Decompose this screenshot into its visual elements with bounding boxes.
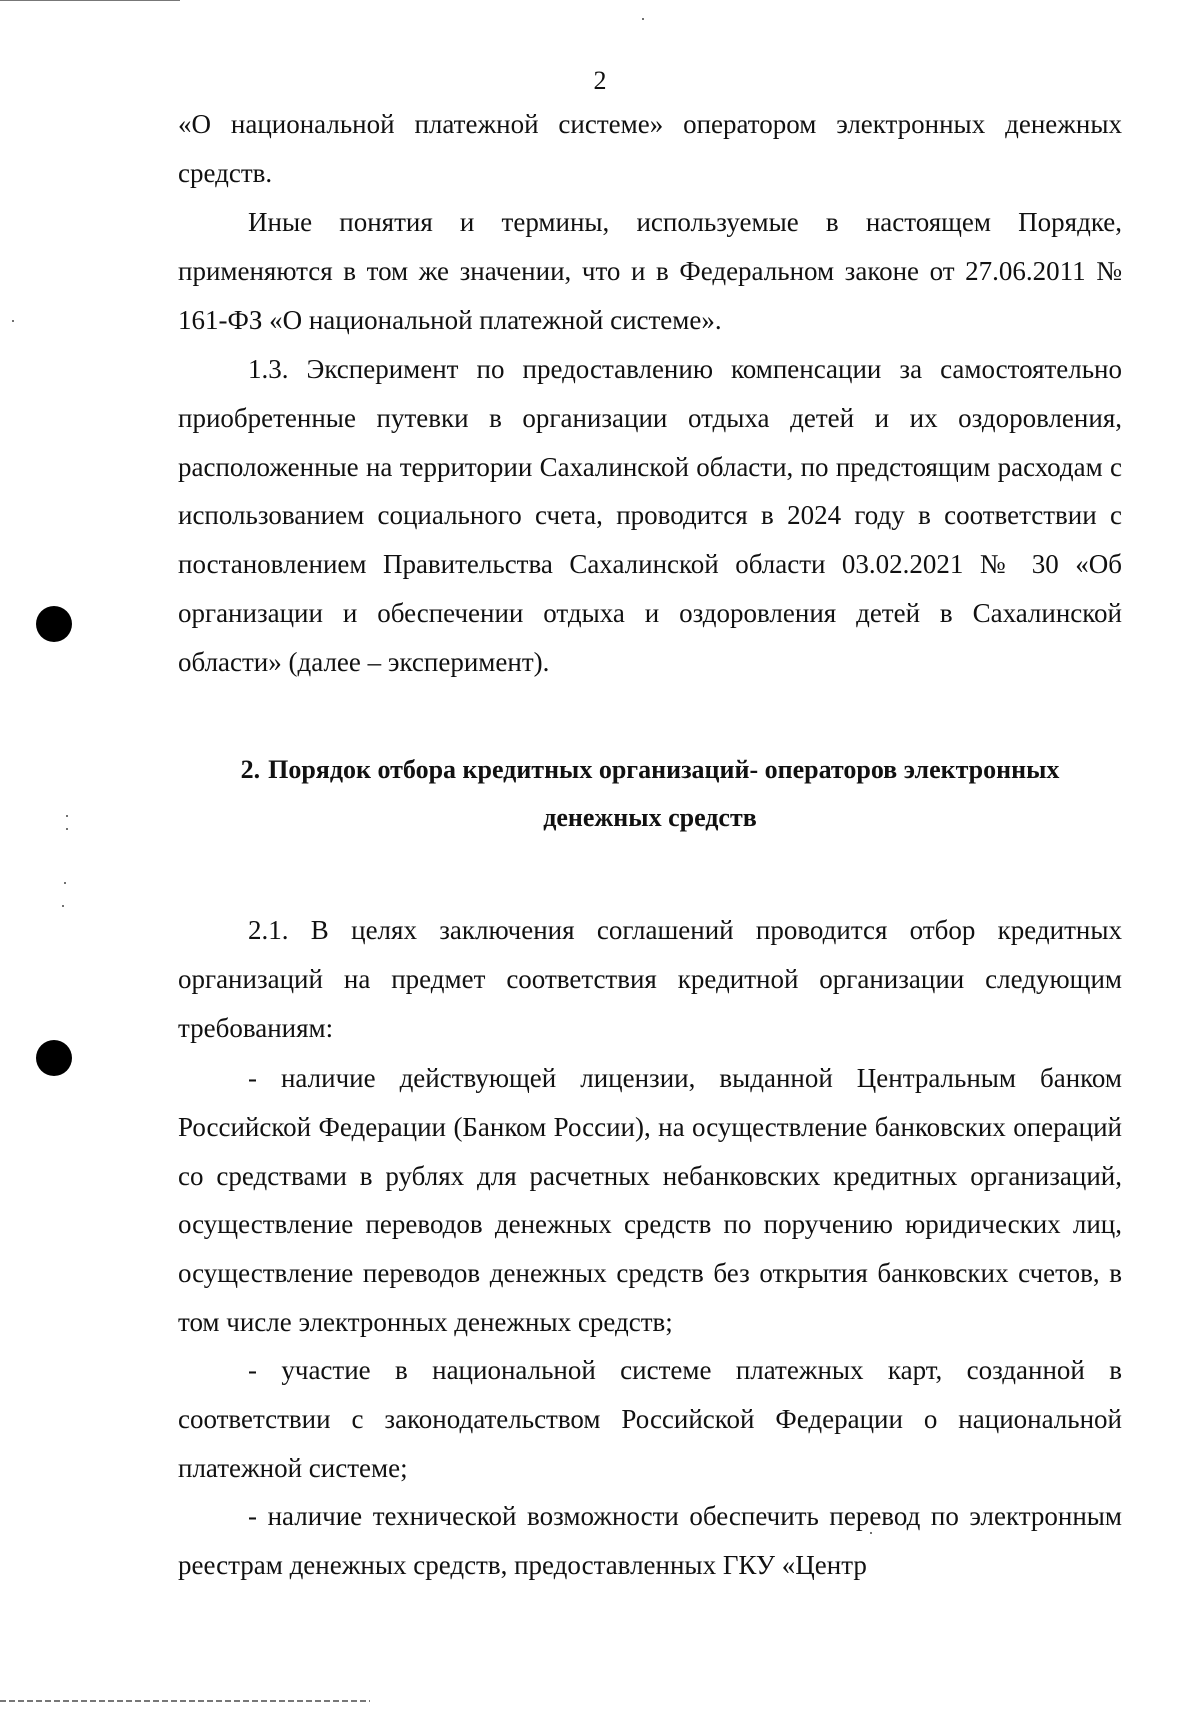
binder-hole-mark — [36, 606, 72, 642]
scan-speck — [66, 815, 68, 817]
binder-hole-mark — [36, 1040, 72, 1076]
scan-speck — [870, 1532, 872, 1534]
paragraph-terms: Иные понятия и термины, используемые в настоящем Порядке, применяются в том же значении, что и в Федеральном законе от 27.06.2011 № 161-ФЗ «О национальной платежной системе». — [178, 207, 1122, 335]
paragraph-1-3: 1.3. Эксперимент по предоставлению компенсации за самостоятельно приобретенные путевки в организации отдыха детей и их оздоровления, расположенные на территории Сахалинской области, по предстоящим расходам с использованием социального счета, проводится в 2024 году в соответствии с постановлением Правительства Сахалинской области 03.02.2021 № 30 «Об организации и обеспечении отдыха и оздоровления детей в Сахалинской области» (далее – эксперимент). — [178, 354, 1122, 677]
scan-speck — [64, 882, 66, 884]
section-heading — [178, 746, 1122, 842]
scan-speck — [66, 828, 68, 830]
section-heading-line1 — [178, 746, 1122, 794]
paragraph-continuation: «О национальной платежной системе» оператором электронных денежных средств. — [178, 109, 1122, 188]
section-title-line2: денежных средств — [543, 803, 757, 832]
paragraph-2-1: 2.1. В целях заключения соглашений проводится отбор кредитных организаций на предмет соответствия кредитной организации следующим требованиям: — [178, 915, 1122, 1043]
requirement-license: - наличие действующей лицензии, выданной Центральным банком Российской Федерации (Банком России), на осуществление банковских операций со средствами в рублях для расчетных небанковских кредитных организаций, осуществление переводов денежных средств по поручению юридических лиц, осуществление переводов денежных средств без открытия банковских счетов, в том числе электронных денежных средств; — [178, 1063, 1122, 1337]
scan-edge-line — [0, 1700, 370, 1702]
section-number: 2. — [240, 755, 261, 784]
requirement-payment-cards: - участие в национальной системе платежных карт, созданной в соответствии с законодательством Российской Федерации о национальной платежной системе; — [178, 1355, 1122, 1483]
requirement-technical: - наличие технической возможности обеспечить перевод по электронным реестрам денежных средств, предоставленных ГКУ «Центр — [178, 1501, 1122, 1580]
scan-speck — [642, 18, 644, 20]
scan-speck — [62, 905, 64, 907]
scan-edge-line — [0, 0, 180, 1]
page-number: 2 — [593, 66, 607, 95]
section-title-line1: Порядок отбора кредитных организаций- операторов электронных — [268, 755, 1060, 784]
scan-speck — [12, 320, 14, 322]
